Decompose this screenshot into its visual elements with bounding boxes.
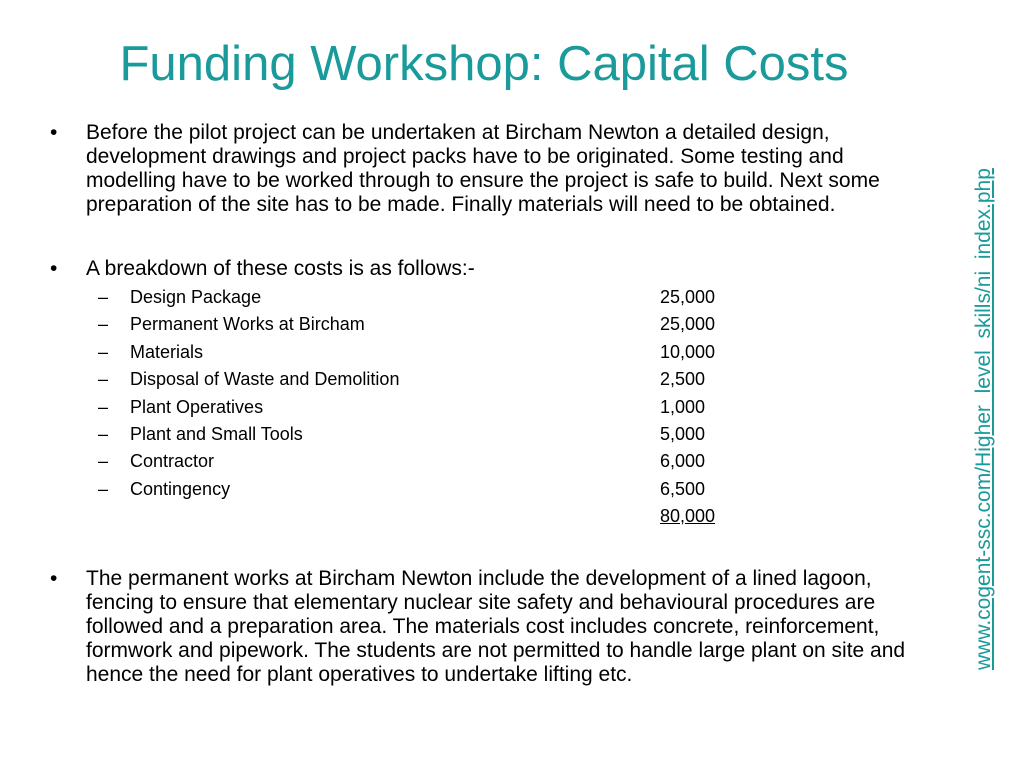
dash-symbol: – [98,478,109,499]
cost-item-label: Design Package [130,287,262,307]
bullet-symbol: • [50,121,58,144]
bullet-symbol: • [50,257,58,280]
bullet-intro [44,121,926,217]
dash-symbol: – [98,451,109,472]
slide-content [44,121,944,687]
bullet-closing [44,567,942,687]
cost-total-row [44,503,944,530]
bullet-symbol: • [50,566,58,590]
cogent-website-link[interactable]: www.cogent-ssc.com/Higher_level_skills/ni_index.php [972,168,995,670]
cost-item-label: Plant and Small Tools [130,423,303,444]
cost-row [44,421,944,448]
dash-symbol: – [98,287,109,307]
cost-amount: 1,000 [660,396,706,417]
dash-symbol: – [98,341,109,362]
cost-amount: 25,000 [660,287,716,307]
cost-breakdown-list [44,284,944,531]
cost-item-label: Disposal of Waste and Demolition [130,369,400,390]
dash-symbol: – [98,396,109,417]
cost-item-label: Permanent Works at Bircham [130,314,365,335]
dash-symbol: – [98,314,109,335]
cost-row [44,448,944,475]
cost-amount: 2,500 [660,369,706,390]
cost-amount: 5,000 [660,423,706,444]
cost-total: 80,000 [660,506,716,527]
breakdown-intro-text: A breakdown of these costs is as follows:- [86,257,475,280]
cost-amount: 10,000 [660,341,716,362]
cost-row [44,311,944,338]
cost-amount: 6,000 [660,451,706,472]
intro-text: Before the pilot project can be undertaken at Bircham Newton a detailed design, development drawings and project packs have to be originated. Some testing and modelling have to be worked through to ensure the project is safe to build. Next some preparation of the site has to be made. Finally materials will need to be obtained. [86,121,880,216]
cost-row [44,339,944,366]
dash-symbol: – [98,369,109,390]
cost-row [44,366,944,393]
cost-amount: 25,000 [660,314,716,335]
cost-item-label: Contractor [130,451,215,472]
cost-item-label: Plant Operatives [130,396,264,417]
cost-item-label: Contingency [130,478,231,499]
cost-item-label: Materials [130,341,204,362]
closing-text: The permanent works at Bircham Newton include the development of a lined lagoon, fencing to ensure that elementary nuclear site safety and behavioural procedures are followed and a preparation area. The materials cost includes concrete, reinforcement, formwork and pipework. The students are not permitted to handle large plant on site and hence the need for plant operatives to undertake lifting etc. [86,566,906,686]
dash-symbol: – [98,423,109,444]
slide-title: Funding Workshop: Capital Costs [119,37,849,91]
cost-amount: 6,500 [660,478,706,499]
cost-row [44,394,944,421]
bullet-breakdown [44,257,944,281]
cost-row [44,284,944,311]
cost-row [44,476,944,503]
spacer [44,531,944,567]
